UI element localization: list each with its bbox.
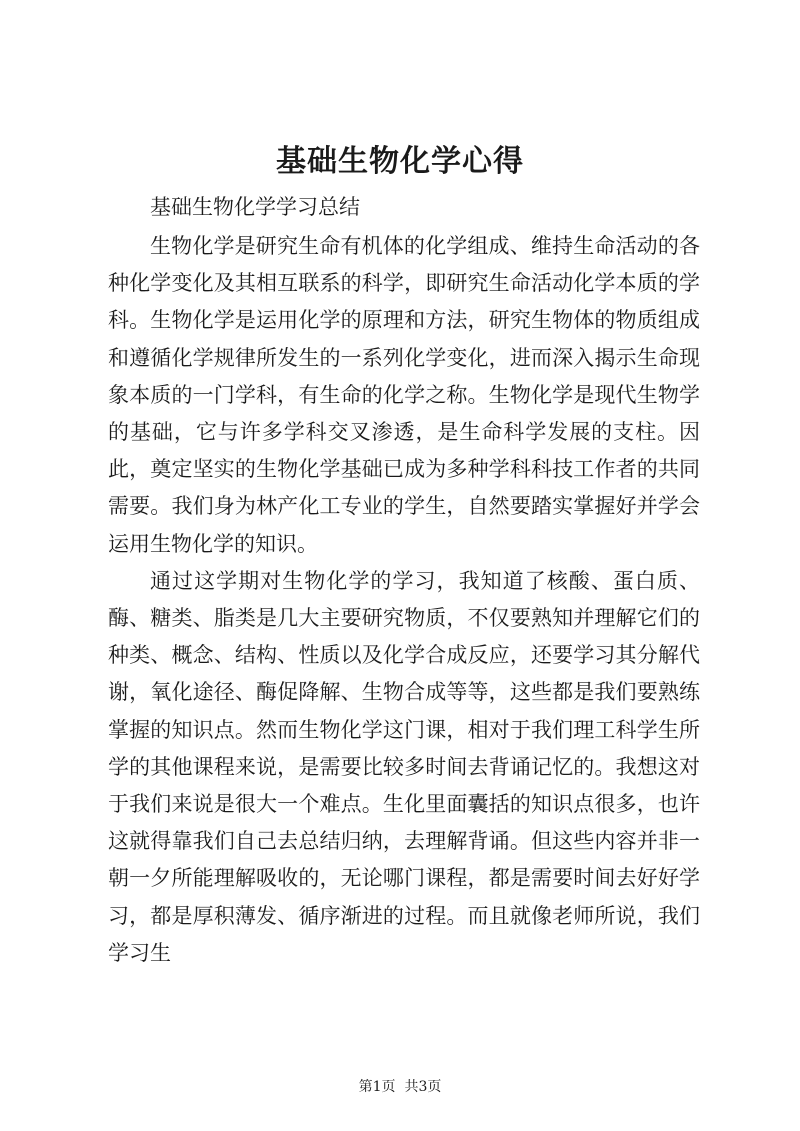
page-footer: 第1页 共3页 — [358, 1079, 442, 1095]
document-title: 基础生物化学心得 — [276, 144, 524, 179]
paragraph: 生物化学是研究生命有机体的化学组成、维持生命活动的各种化学变化及其相互联系的科学，即研究生命活动化学本质的学科。生物化学是运用化学的原理和方法，研究生物体的物质组成和遵循化学规律所发生的一系列化学变化，进而深入揭示生命现象本质的一门学科，有生命的化学之称。生物化学是现代生物学的基础，它与许多学科交叉渗透，是生命科学发展的支柱。因此，奠定坚实的生物化学基础已成为多种学科科技工作者的共同需要。我们身为林产化工专业的学生，自然要踏实掌握好并学会运用生物化学的知识。 — [108, 234, 700, 556]
document-subtitle: 基础生物化学学习总结 — [150, 195, 360, 219]
paragraph: 通过这学期对生物化学的学习，我知道了核酸、蛋白质、酶、糖类、脂类是几大主要研究物质，不仅要熟知并理解它们的种类、概念、结构、性质以及化学合成反应，还要学习其分解代谢，氧化途径、酶促降解、生物合成等等，这些都是我们要熟练掌握的知识点。然而生物化学这门课，相对于我们理工科学生所学的其他课程来说，是需要比较多时间去背诵记忆的。我想这对于我们来说是很大一个难点。生化里面囊括的知识点很多，也许这就得靠我们自己去总结归纳，去理解背诵。但这些内容并非一朝一夕所能理解吸收的，无论哪门课程，都是需要时间去好好学习，都是厚积薄发、循序渐进的过程。而且就像老师所说，我们学习生 — [108, 568, 700, 965]
document-body — [108, 228, 700, 972]
